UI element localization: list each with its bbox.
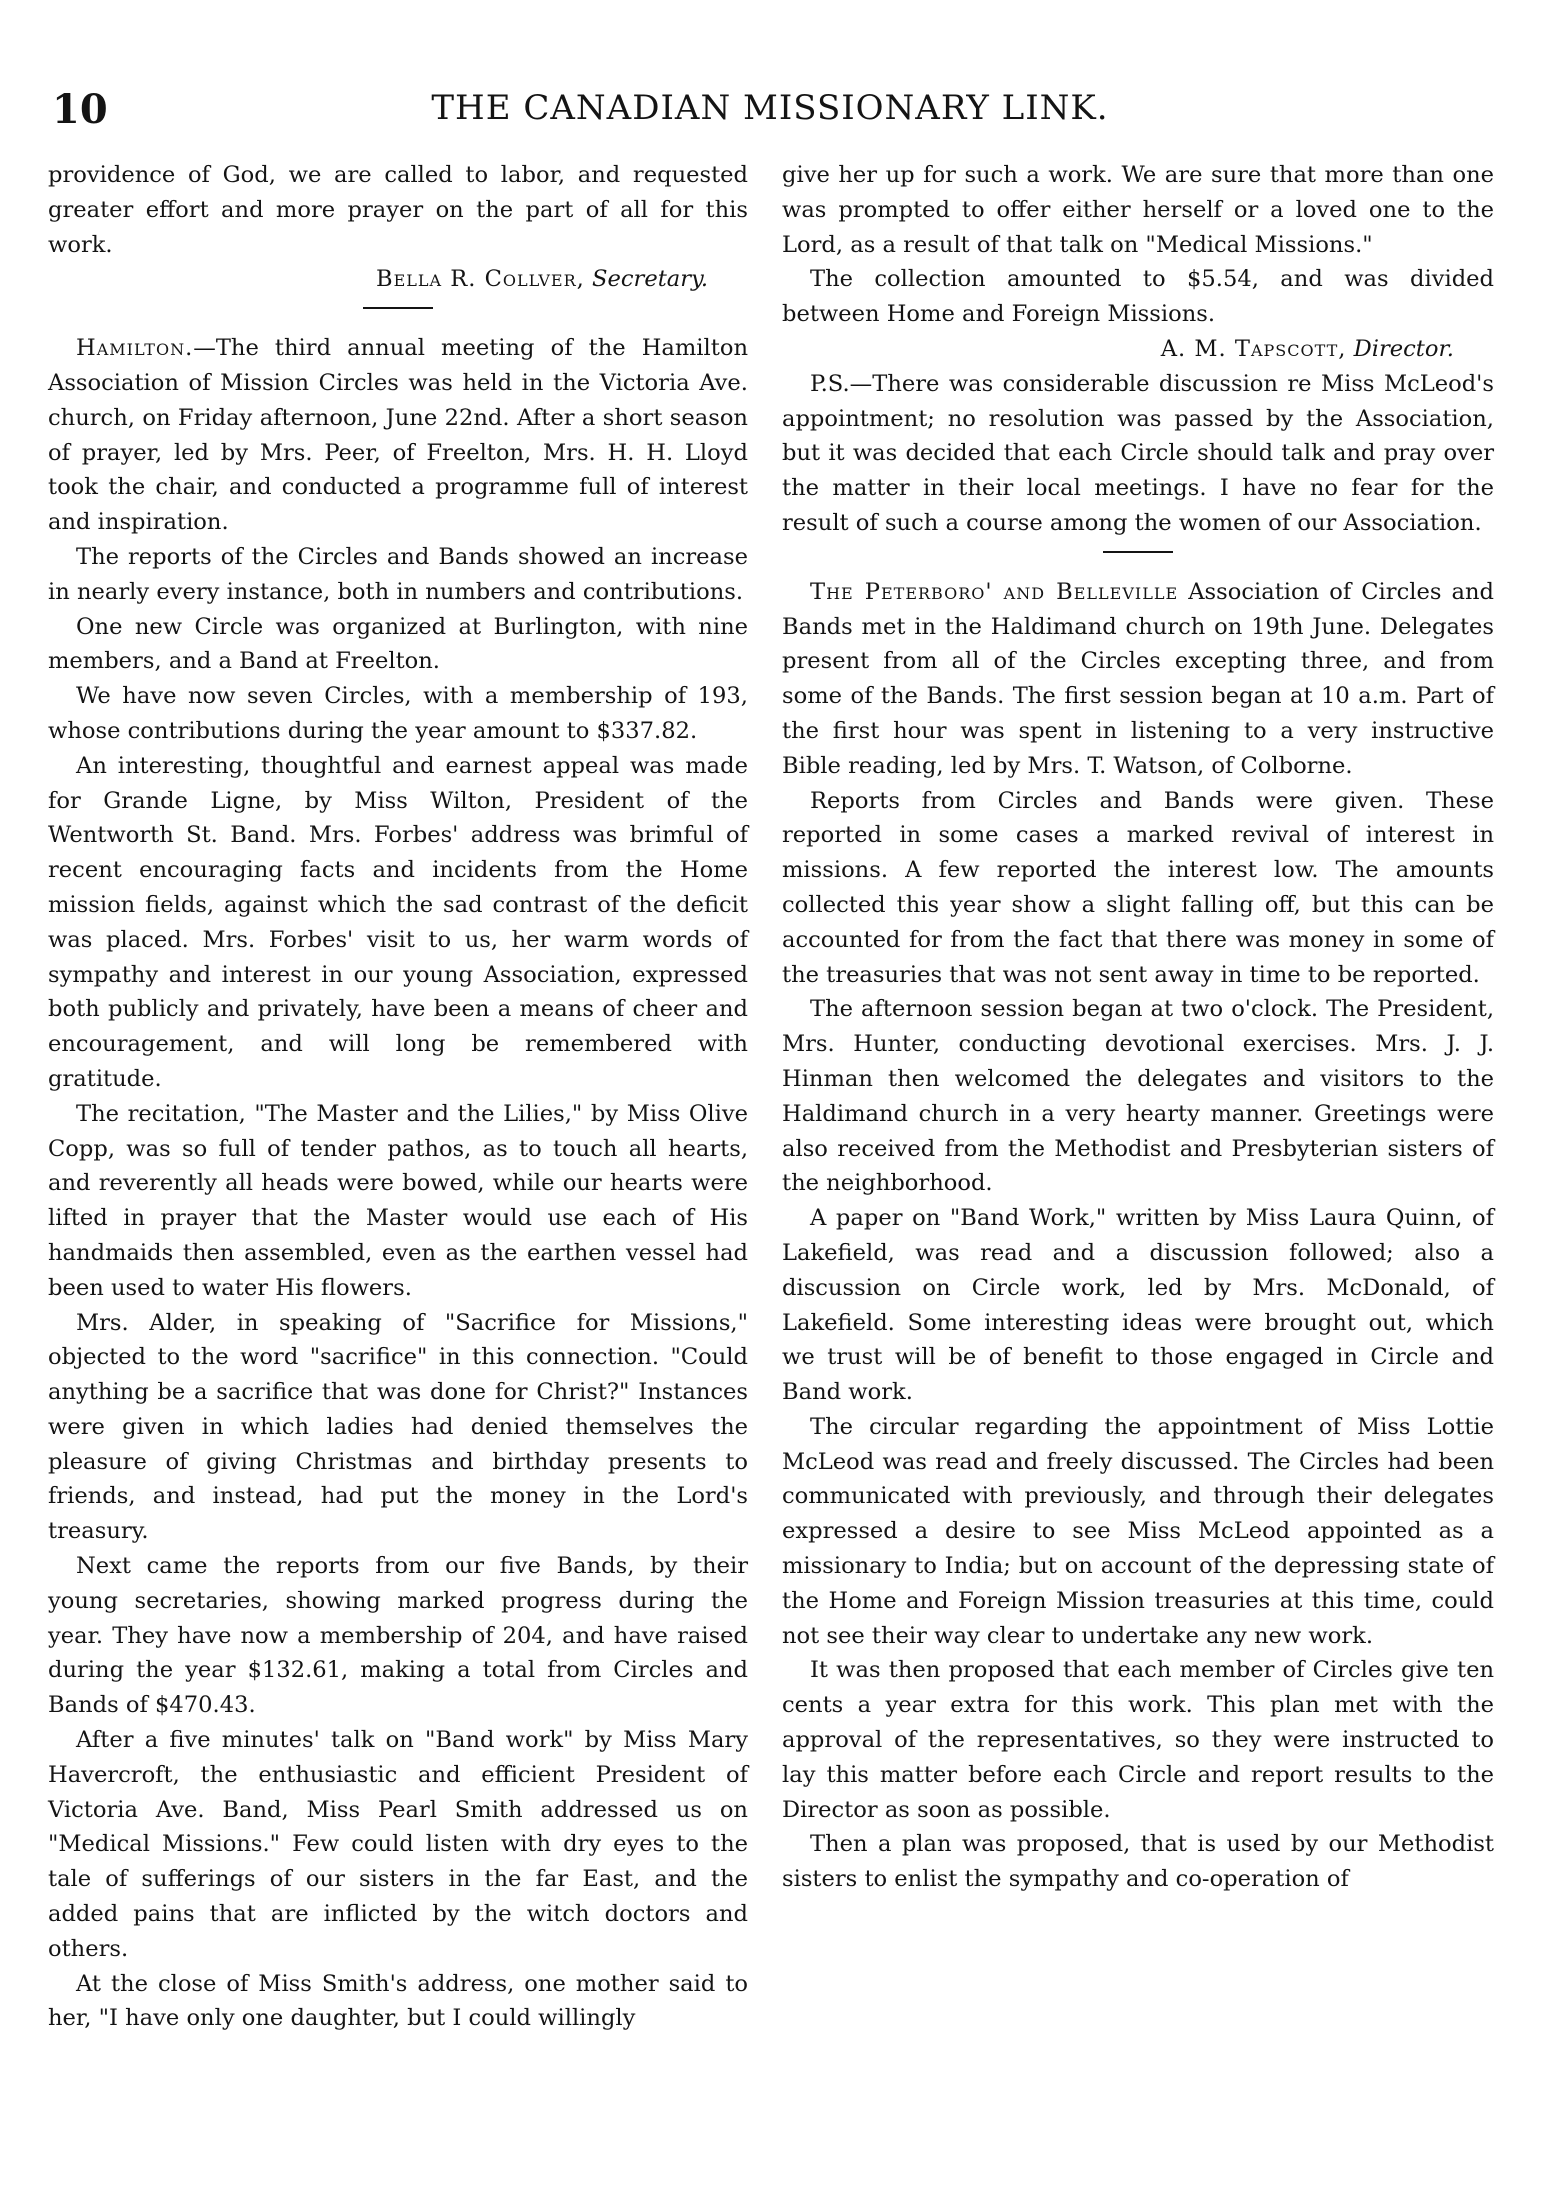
paragraph: It was then proposed that each member of Circles give ten cents a year extra for this work. This plan met with the approval of the representatives, so they were instructed to lay this matter before each Circle and report results to the Director as soon as possible. [782, 1657, 1494, 1823]
paragraph-peterboro [782, 575, 1494, 784]
paragraph-text: Association of Circles and Bands met in the Haldimand church on 19th June. Delegates present from all of the Circles excepting three, and from some of the Bands. The first session began at 10 a.m. Part of the first hour was spent in listening to a very instructive Bible reading, led by Mrs. T. Watson, of Colborne. [782, 578, 1494, 779]
paragraph: A paper on "Band Work," written by Miss Laura Quinn, of Lakefield, was read and a discussion followed; also a discussion on Circle work, led by Mrs. McDonald, of Lakefield. Some interesting ideas were brought out, which we trust will be of benefit to those engaged in Circle and Band work. [782, 1205, 1494, 1406]
paragraph: Then a plan was proposed, that is used by our Methodist sisters to enlist the sympathy and co-operation of [782, 1831, 1494, 1893]
section-divider [363, 307, 433, 309]
paragraph: The collection amounted to $5.54, and was divided between Home and Foreign Missions. [782, 266, 1494, 328]
section-lead: Hamilton. [76, 335, 194, 362]
paragraph: Next came the reports from our five Bands, by their young secretaries, showing marked progress during the year. They have now a membership of 204, and have raised during the year $132.61, making a total from Circles and Bands of $470.43. [48, 1553, 748, 1719]
paragraph-postscript: P.S.—There was considerable discussion re Miss McLeod's appointment; no resolution was passed by the Association, but it was decided that each Circle should talk and pray over the matter in their local meetings. I have no fear for the result of such a course among the women of our Association. [782, 370, 1494, 536]
paragraph: The reports of the Circles and Bands showed an increase in nearly every instance, both in numbers and contributions. [48, 543, 748, 605]
right-column [782, 158, 1494, 1897]
paragraph: The circular regarding the appointment of Miss Lottie McLeod was read and freely discussed. The Circles had been communicated with previously, and through their delegates expressed a desire to see Miss McLeod appointed as a missionary to India; but on account of the depressing state of the Home and Foreign Mission treasuries at this time, could not see their way clear to undertake any new work. [782, 1413, 1494, 1649]
paragraph-text: —The third annual meeting of the Hamilton Association of Mission Circles was held in the Victoria Ave. church, on Friday afternoon, June 22nd. After a short season of prayer, led by Mrs. Peer, of Freelton, Mrs. H. H. Lloyd took the chair, and conducted a programme full of interest and inspiration. [48, 335, 748, 536]
paragraph: The recitation, "The Master and the Lilies," by Miss Olive Copp, was so full of tender pathos, as to touch all hearts, and reverently all heads were bowed, while our hearts were lifted in prayer that the Master would use each of His handmaids then assembled, even as the earthen vessel had been used to water His flowers. [48, 1100, 748, 1301]
signature-role: Secretary. [592, 266, 708, 293]
paragraph: At the close of Miss Smith's address, one mother said to her, "I have only one daughter, but I could willingly [48, 1970, 748, 2032]
page-header [52, 86, 1488, 146]
left-column [48, 158, 748, 2036]
section-divider [1103, 551, 1173, 553]
paragraph: give her up for such a work. We are sure that more than one was prompted to offer either herself or a loved one to the Lord, as a result of that talk on "Medical Missions." [782, 162, 1494, 258]
paragraph-hamilton [48, 331, 748, 540]
paragraph: We have now seven Circles, with a membership of 193, whose contributions during the year amount to $337.82. [48, 683, 748, 744]
paragraph: Mrs. Alder, in speaking of "Sacrifice for Missions," objected to the word "sacrifice" in this connection. "Could anything be a sacrifice that was done for Christ?" Instances were given in which ladies had denied themselves the pleasure of giving Christmas and birthday presents to friends, and instead, had put the money in the Lord's treasury. [48, 1309, 748, 1545]
journal-title: THE CANADIAN MISSIONARY LINK. [431, 88, 1109, 128]
page-number: 10 [52, 86, 108, 133]
signature-role: Director. [1353, 335, 1454, 362]
paragraph: One new Circle was organized at Burlington, with nine members, and a Band at Freelton. [48, 613, 748, 675]
paragraph: providence of God, we are called to labor, and requested greater effort and more prayer on the part of all for this work. [48, 162, 748, 258]
paragraph: Reports from Circles and Bands were given. These reported in some cases a marked revival of interest in missions. A few reported the interest low. The amounts collected this year show a slight falling off, but this can be accounted for from the fact that there was money in some of the treasuries that was not sent away in time to be reported. [782, 787, 1494, 988]
paragraph: An interesting, thoughtful and earnest appeal was made for Grande Ligne, by Miss Wilton, President of the Wentworth St. Band. Mrs. Forbes' address was brimful of recent encouraging facts and incidents from the Home mission fields, against which the sad contrast of the deficit was placed. Mrs. Forbes' visit to us, her warm words of sympathy and interest in our young Association, expressed both publicly and privately, have been a means of cheer and encouragement, and will long be remembered with gratitude. [48, 752, 748, 1092]
signature-director [782, 332, 1494, 367]
section-lead: The Peterboro' and Belleville [810, 578, 1179, 605]
signature-name: Bella R. Collver, [375, 266, 585, 293]
signature-secretary [48, 262, 748, 297]
signature-name: A. M. Tapscott, [1160, 335, 1347, 362]
paragraph: After a five minutes' talk on "Band work" by Miss Mary Havercroft, the enthusiastic and efficient President of Victoria Ave. Band, Miss Pearl Smith addressed us on "Medical Missions." Few could listen with dry eyes to the tale of sufferings of our sisters in the far East, and the added pains that are inflicted by the witch doctors and others. [48, 1727, 748, 1962]
paragraph: The afternoon session began at two o'clock. The President, Mrs. Hunter, conducting devotional exercises. Mrs. J. J. Hinman then welcomed the delegates and visitors to the Haldimand church in a very hearty manner. Greetings were also received from the Methodist and Presbyterian sisters of the neighborhood. [782, 996, 1494, 1197]
